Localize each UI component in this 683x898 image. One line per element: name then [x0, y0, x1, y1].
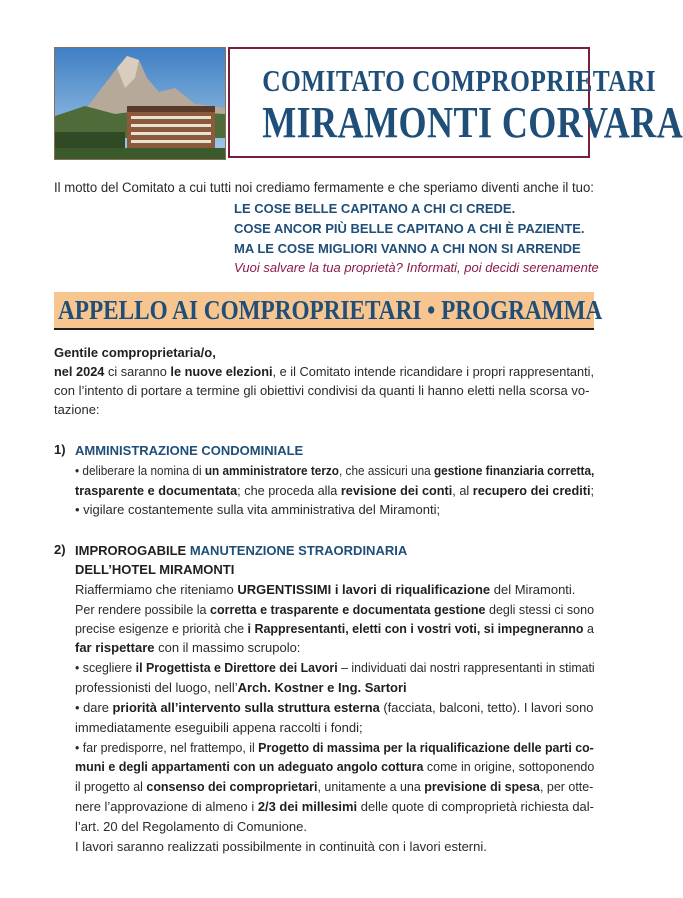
item-2-line-1: Riaffermiamo che riteniamo URGENTISSIMI i lavori di riqualificazione del Miramonti. — [75, 582, 576, 597]
item-2-line-12: nere l’approvazione di almeno i 2/3 dei millesimi delle quote di comproprietà richiesta dal- — [75, 799, 594, 814]
item-2-line-13: l’art. 20 del Regolamento di Comunione. — [75, 819, 307, 834]
item-1-bullet-1-cont: trasparente e documentata; che proceda alla revisione dei conti, al recupero dei crediti; — [75, 483, 595, 498]
item-2-line-10: muni e degli appartamenti con un adeguato angolo cottura come in origine, sottoponendo — [75, 759, 595, 774]
mountain-hotel-image — [55, 48, 225, 159]
intro-line-2: con l’intento di portare a termine gli obiettivi condivisi da quanti li hanno eletti nella scorsa vo- — [54, 383, 590, 398]
motto-line-1: LE COSE BELLE CAPITANO A CHI CI CREDE. — [234, 201, 516, 216]
item-2-line-14: I lavori saranno realizzati possibilmente in continuità con i lavori esterni. — [75, 839, 487, 854]
intro-line-3: tazione: — [54, 402, 100, 417]
motto-italic-line: Vuoi salvare la tua proprietà? Informati, poi decidi serenamente — [234, 260, 599, 275]
item-1-title: AMMINISTRAZIONE CONDOMINIALE — [75, 443, 304, 458]
motto-intro: Il motto del Comitato a cui tutti noi crediamo fermamente e che speriamo diventi anche il tuo: — [54, 180, 594, 195]
section-band — [54, 292, 603, 330]
title-line-1: COMITATO COMPROPRIETARI — [262, 63, 657, 98]
item-2-number: 2) — [54, 542, 66, 557]
item-2-line-3: precise esigenze e priorità che i Rappresentanti, eletti con i vostri voti, si impegneranno a — [75, 621, 594, 636]
item-1-number: 1) — [54, 442, 66, 457]
motto-line-3: MA LE COSE MIGLIORI VANNO A CHI NON SI ARRENDE — [234, 241, 581, 256]
item-2-title: IMPROROGABILE MANUTENZIONE STRAORDINARIA — [75, 543, 408, 558]
item-2-subtitle: DELL’HOTEL MIRAMONTI — [75, 562, 235, 577]
intro-line-1: nel 2024 ci saranno le nuove elezioni, e il Comitato intende ricandidare i propri rappresentanti, — [54, 364, 595, 379]
section-title: APPELLO AI COMPROPRIETARI • PROGRAMMA — [58, 295, 603, 325]
item-2-line-2: Per rendere possibile la corretta e trasparente e documentata gestione degli stessi ci sono — [75, 602, 595, 617]
item-2-line-4: far rispettare con il massimo scrupolo: — [75, 640, 301, 655]
item-2-line-9: • far predisporre, nel frattempo, il Progetto di massima per la riqualificazione delle parti co- — [75, 740, 594, 755]
item-2-line-7: • dare priorità all’intervento sulla struttura esterna (facciata, balconi, tetto). I lavori sono — [75, 700, 594, 715]
item-2-line-5: • scegliere il Progettista e Direttore dei Lavori – individuati dai nostri rappresentanti in stimati — [75, 660, 595, 675]
item-2-line-11: il progetto al consenso dei comproprietari, unitamente a una previsione di spesa, per otte- — [75, 779, 594, 794]
item-1-bullet-1: • deliberare la nomina di un amministratore terzo, che assicuri una gestione finanziaria corretta, — [75, 463, 595, 478]
item-2-line-6: professionisti del luogo, nell’Arch. Kostner e Ing. Sartori — [75, 680, 407, 695]
motto-line-2: COSE ANCOR PIÙ BELLE CAPITANO A CHI È PAZIENTE. — [234, 221, 585, 236]
title-line-2: MIRAMONTI CORVARA — [262, 98, 683, 147]
item-2-line-8: immediatamente eseguibili appena raccolti i fondi; — [75, 720, 363, 735]
greeting: Gentile comproprietaria/o, — [54, 345, 216, 360]
hotel-photo — [54, 47, 226, 160]
title-box — [228, 47, 683, 158]
item-1-bullet-2: • vigilare costantemente sulla vita amministrativa del Miramonti; — [75, 502, 441, 517]
